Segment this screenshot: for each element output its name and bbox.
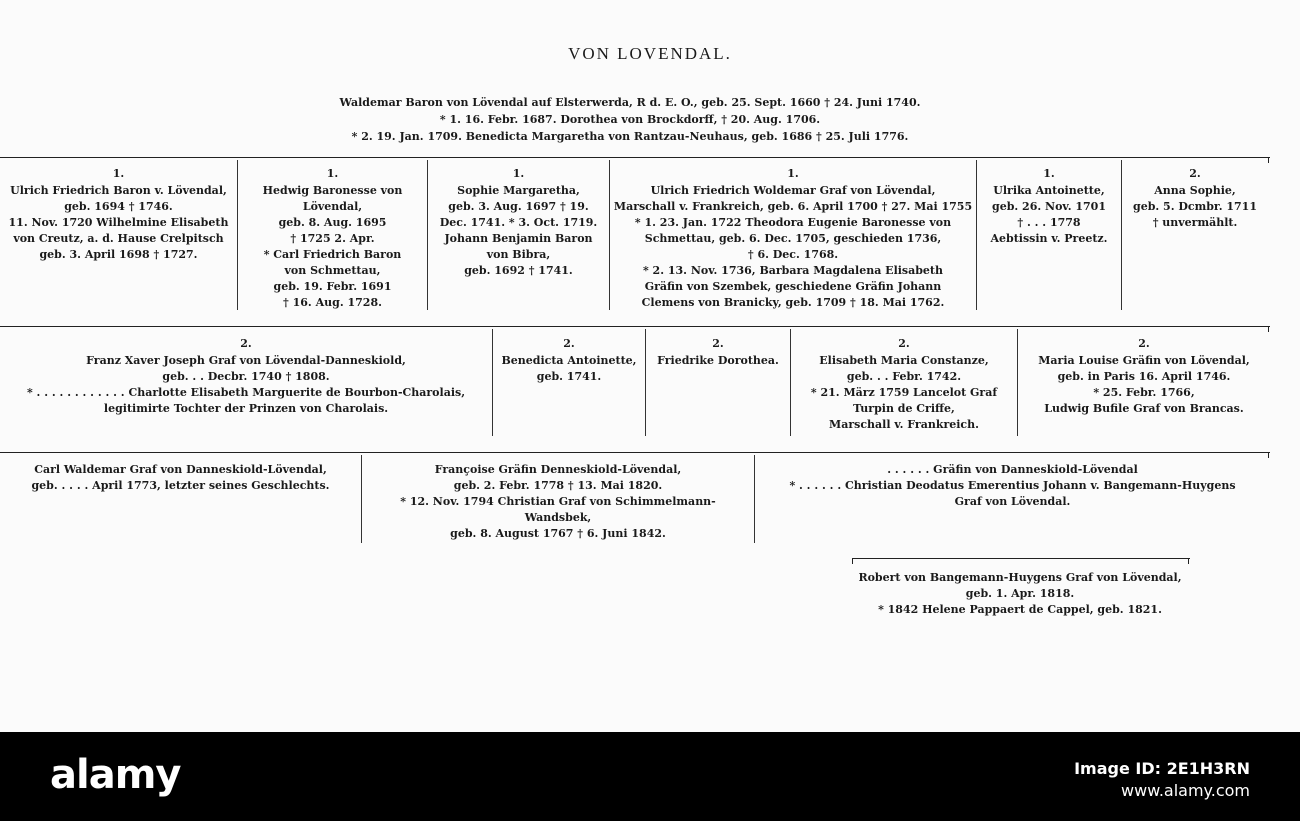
entry-number: 2.	[712, 337, 724, 350]
entry-line: † 6. Dec. 1768.	[747, 248, 839, 261]
gen4-entry	[835, 570, 1205, 618]
entry-line: Lövendal,	[302, 200, 363, 213]
entry-line: geb. . . Febr. 1742.	[846, 370, 962, 383]
entry-line: 11. Nov. 1720 Wilhelmine Elisabeth	[8, 216, 229, 229]
entry-number: 2.	[1138, 337, 1150, 350]
gen3-bracket-line	[0, 452, 1270, 453]
entry-line: legitimirte Tochter der Prinzen von Charolais.	[103, 402, 389, 415]
gen1-entry	[0, 166, 237, 263]
gen2-entry	[0, 336, 492, 417]
entry-line: Marschall v. Frankreich, geb. 6. April 1700 † 27. Mai 1755	[613, 200, 973, 213]
gen1-entry	[428, 166, 609, 279]
entry-line: † . . . 1778	[1017, 216, 1081, 229]
gen3-bracket-tick	[1268, 452, 1269, 458]
entry-line: Graf von Lövendal.	[954, 495, 1071, 508]
entry-line: Ulrich Friedrich Baron v. Lövendal,	[10, 184, 227, 197]
entry-number: 1.	[512, 167, 525, 180]
entry-number: 2.	[898, 337, 910, 350]
entry-line: Maria Louise Gräfin von Lövendal,	[1038, 354, 1250, 367]
gen3-entry	[755, 462, 1270, 510]
entry-line: geb. 3. April 1698 † 1727.	[39, 248, 198, 261]
gen4-bracket-tick	[1188, 558, 1189, 564]
entry-line: * 2. 13. Nov. 1736, Barbara Magdalena Elisabeth	[642, 264, 944, 277]
root-ancestor-entry	[250, 94, 1010, 145]
gen2-entry	[493, 336, 645, 385]
gen1-entry	[1122, 166, 1268, 231]
image-id: Image ID: 2E1H3RN	[1074, 759, 1250, 778]
entry-line: * . . . . . . . . . . . . Charlotte Elisabeth Marguerite de Bourbon-Charolais,	[26, 386, 466, 399]
entry-line: von Schmettau,	[284, 264, 381, 277]
gen1-bracket-line	[0, 157, 1270, 158]
entry-line: Marschall v. Frankreich.	[829, 418, 979, 431]
entry-number: 1.	[1043, 167, 1055, 180]
entry-line: Turpin de Criffe,	[853, 402, 955, 415]
entry-line: Wandsbek,	[524, 511, 592, 524]
entry-line: Ludwig Bufile Graf von Brancas.	[1044, 402, 1244, 415]
root-line: * 2. 19. Jan. 1709. Benedicta Margaretha von Rantzau-Neuhaus, geb. 1686 † 25. Juli 1776.	[351, 130, 909, 143]
entry-line: † unvermählt.	[1152, 216, 1238, 229]
entry-line: Dec. 1741. * 3. Oct. 1719.	[439, 216, 598, 229]
entry-line: von Bibra,	[486, 248, 551, 261]
entry-line: geb. 2. Febr. 1778 † 13. Mai 1820.	[453, 479, 663, 492]
page-title: VON LOVENDAL.	[568, 44, 732, 63]
entry-line: geb. 1694 † 1746.	[64, 200, 173, 213]
gen3-entry	[362, 462, 754, 542]
entry-line: * 25. Febr. 1766,	[1093, 386, 1195, 399]
entry-line: Benedicta Antoinette,	[501, 354, 637, 367]
gen2-bracket-line	[0, 326, 1270, 327]
gen3-entry	[0, 462, 361, 494]
entry-line: Françoise Gräfin Denneskiold-Lövendal,	[434, 463, 682, 476]
entry-line: * 12. Nov. 1794 Christian Graf von Schimmelmann-	[400, 495, 716, 508]
entry-line: Aebtissin v. Preetz.	[990, 232, 1108, 245]
entry-line: von Creutz, a. d. Hause Crelpitsch	[13, 232, 224, 245]
entry-line: Sophie Margaretha,	[457, 184, 580, 197]
entry-number: 2.	[563, 337, 575, 350]
entry-line: Robert von Bangemann-Huygens Graf von Lövendal,	[858, 571, 1182, 584]
entry-line: Elisabeth Maria Constanze,	[819, 354, 989, 367]
entry-line: geb. 26. Nov. 1701	[992, 200, 1106, 213]
entry-line: geb. 1741.	[536, 370, 602, 383]
entry-number: 1.	[787, 167, 799, 180]
entry-line: Carl Waldemar Graf von Danneskiold-Lövendal,	[34, 463, 327, 476]
root-line: Waldemar Baron von Lövendal auf Elsterwerda, R d. E. O., geb. 25. Sept. 1660 † 24. Juni 1740.	[339, 96, 921, 109]
entry-line: † 1725 2. Apr.	[290, 232, 375, 245]
entry-line: geb. . . Decbr. 1740 † 1808.	[162, 370, 330, 383]
root-line: * 1. 16. Febr. 1687. Dorothea von Brockdorff, † 20. Aug. 1706.	[439, 113, 821, 126]
entry-line: Clemens von Branicky, geb. 1709 † 18. Mai 1762.	[641, 296, 945, 309]
entry-line: Johann Benjamin Baron	[444, 232, 593, 245]
entry-line: * 1842 Helene Pappaert de Cappel, geb. 1821.	[878, 603, 1162, 616]
gen1-entry	[238, 166, 427, 311]
gen2-entry	[646, 336, 790, 369]
entry-line: geb. . . . . April 1773, letzter seines Geschlechts.	[31, 479, 330, 492]
image-id-block	[1074, 758, 1250, 802]
entry-line: Ulrich Friedrich Woldemar Graf von Lövendal,	[650, 184, 936, 197]
entry-line: * 21. März 1759 Lancelot Graf	[810, 386, 998, 399]
entry-line: geb. in Paris 16. April 1746.	[1057, 370, 1231, 383]
entry-line: Anna Sophie,	[1154, 184, 1236, 197]
alamy-logo: alamy	[50, 752, 181, 798]
gen2-entry	[1018, 336, 1270, 417]
entry-line: . . . . . . Gräfin von Danneskiold-Lövendal	[887, 463, 1138, 476]
entry-line: Hedwig Baronesse von	[262, 184, 403, 197]
entry-line: geb. 8. Aug. 1695	[278, 216, 387, 229]
entry-line: * 1. 23. Jan. 1722 Theodora Eugenie Baronesse von	[634, 216, 952, 229]
entry-line: * Carl Friedrich Baron	[263, 248, 402, 261]
entry-line: geb. 8. August 1767 † 6. Juni 1842.	[450, 527, 666, 540]
entry-line: Franz Xaver Joseph Graf von Lövendal-Danneskiold,	[86, 354, 406, 367]
entry-line: Gräfin von Szembek, geschiedene Gräfin Johann	[644, 280, 942, 293]
entry-line: geb. 3. Aug. 1697 † 19.	[448, 200, 589, 213]
entry-line: geb. 19. Febr. 1691	[273, 280, 392, 293]
gen2-bracket-tick	[1268, 326, 1269, 332]
entry-line: Friedrike Dorothea.	[657, 354, 779, 367]
entry-line: Ulrika Antoinette,	[993, 184, 1105, 197]
gen4-bracket-line	[852, 558, 1190, 559]
gen1-entry	[977, 166, 1121, 247]
site-url: www.alamy.com	[1121, 781, 1250, 800]
entry-number: 1.	[112, 167, 125, 180]
entry-line: † 16. Aug. 1728.	[283, 296, 382, 309]
gen4-bracket-tick	[852, 558, 853, 564]
entry-line: Schmettau, geb. 6. Dec. 1705, geschieden 1736,	[644, 232, 942, 245]
entry-number: 1.	[326, 167, 339, 180]
entry-number: 2.	[240, 337, 252, 350]
entry-line: geb. 5. Dcmbr. 1711	[1133, 200, 1257, 213]
entry-number: 2.	[1189, 167, 1201, 180]
entry-line: geb. 1. Apr. 1818.	[965, 587, 1075, 600]
gen2-entry	[791, 336, 1017, 433]
entry-line: * . . . . . . Christian Deodatus Emerentius Johann v. Bangemann-Huygens	[789, 479, 1236, 492]
gen1-entry	[610, 166, 976, 311]
gen1-bracket-tick	[1268, 157, 1269, 163]
entry-line: geb. 1692 † 1741.	[464, 264, 573, 277]
